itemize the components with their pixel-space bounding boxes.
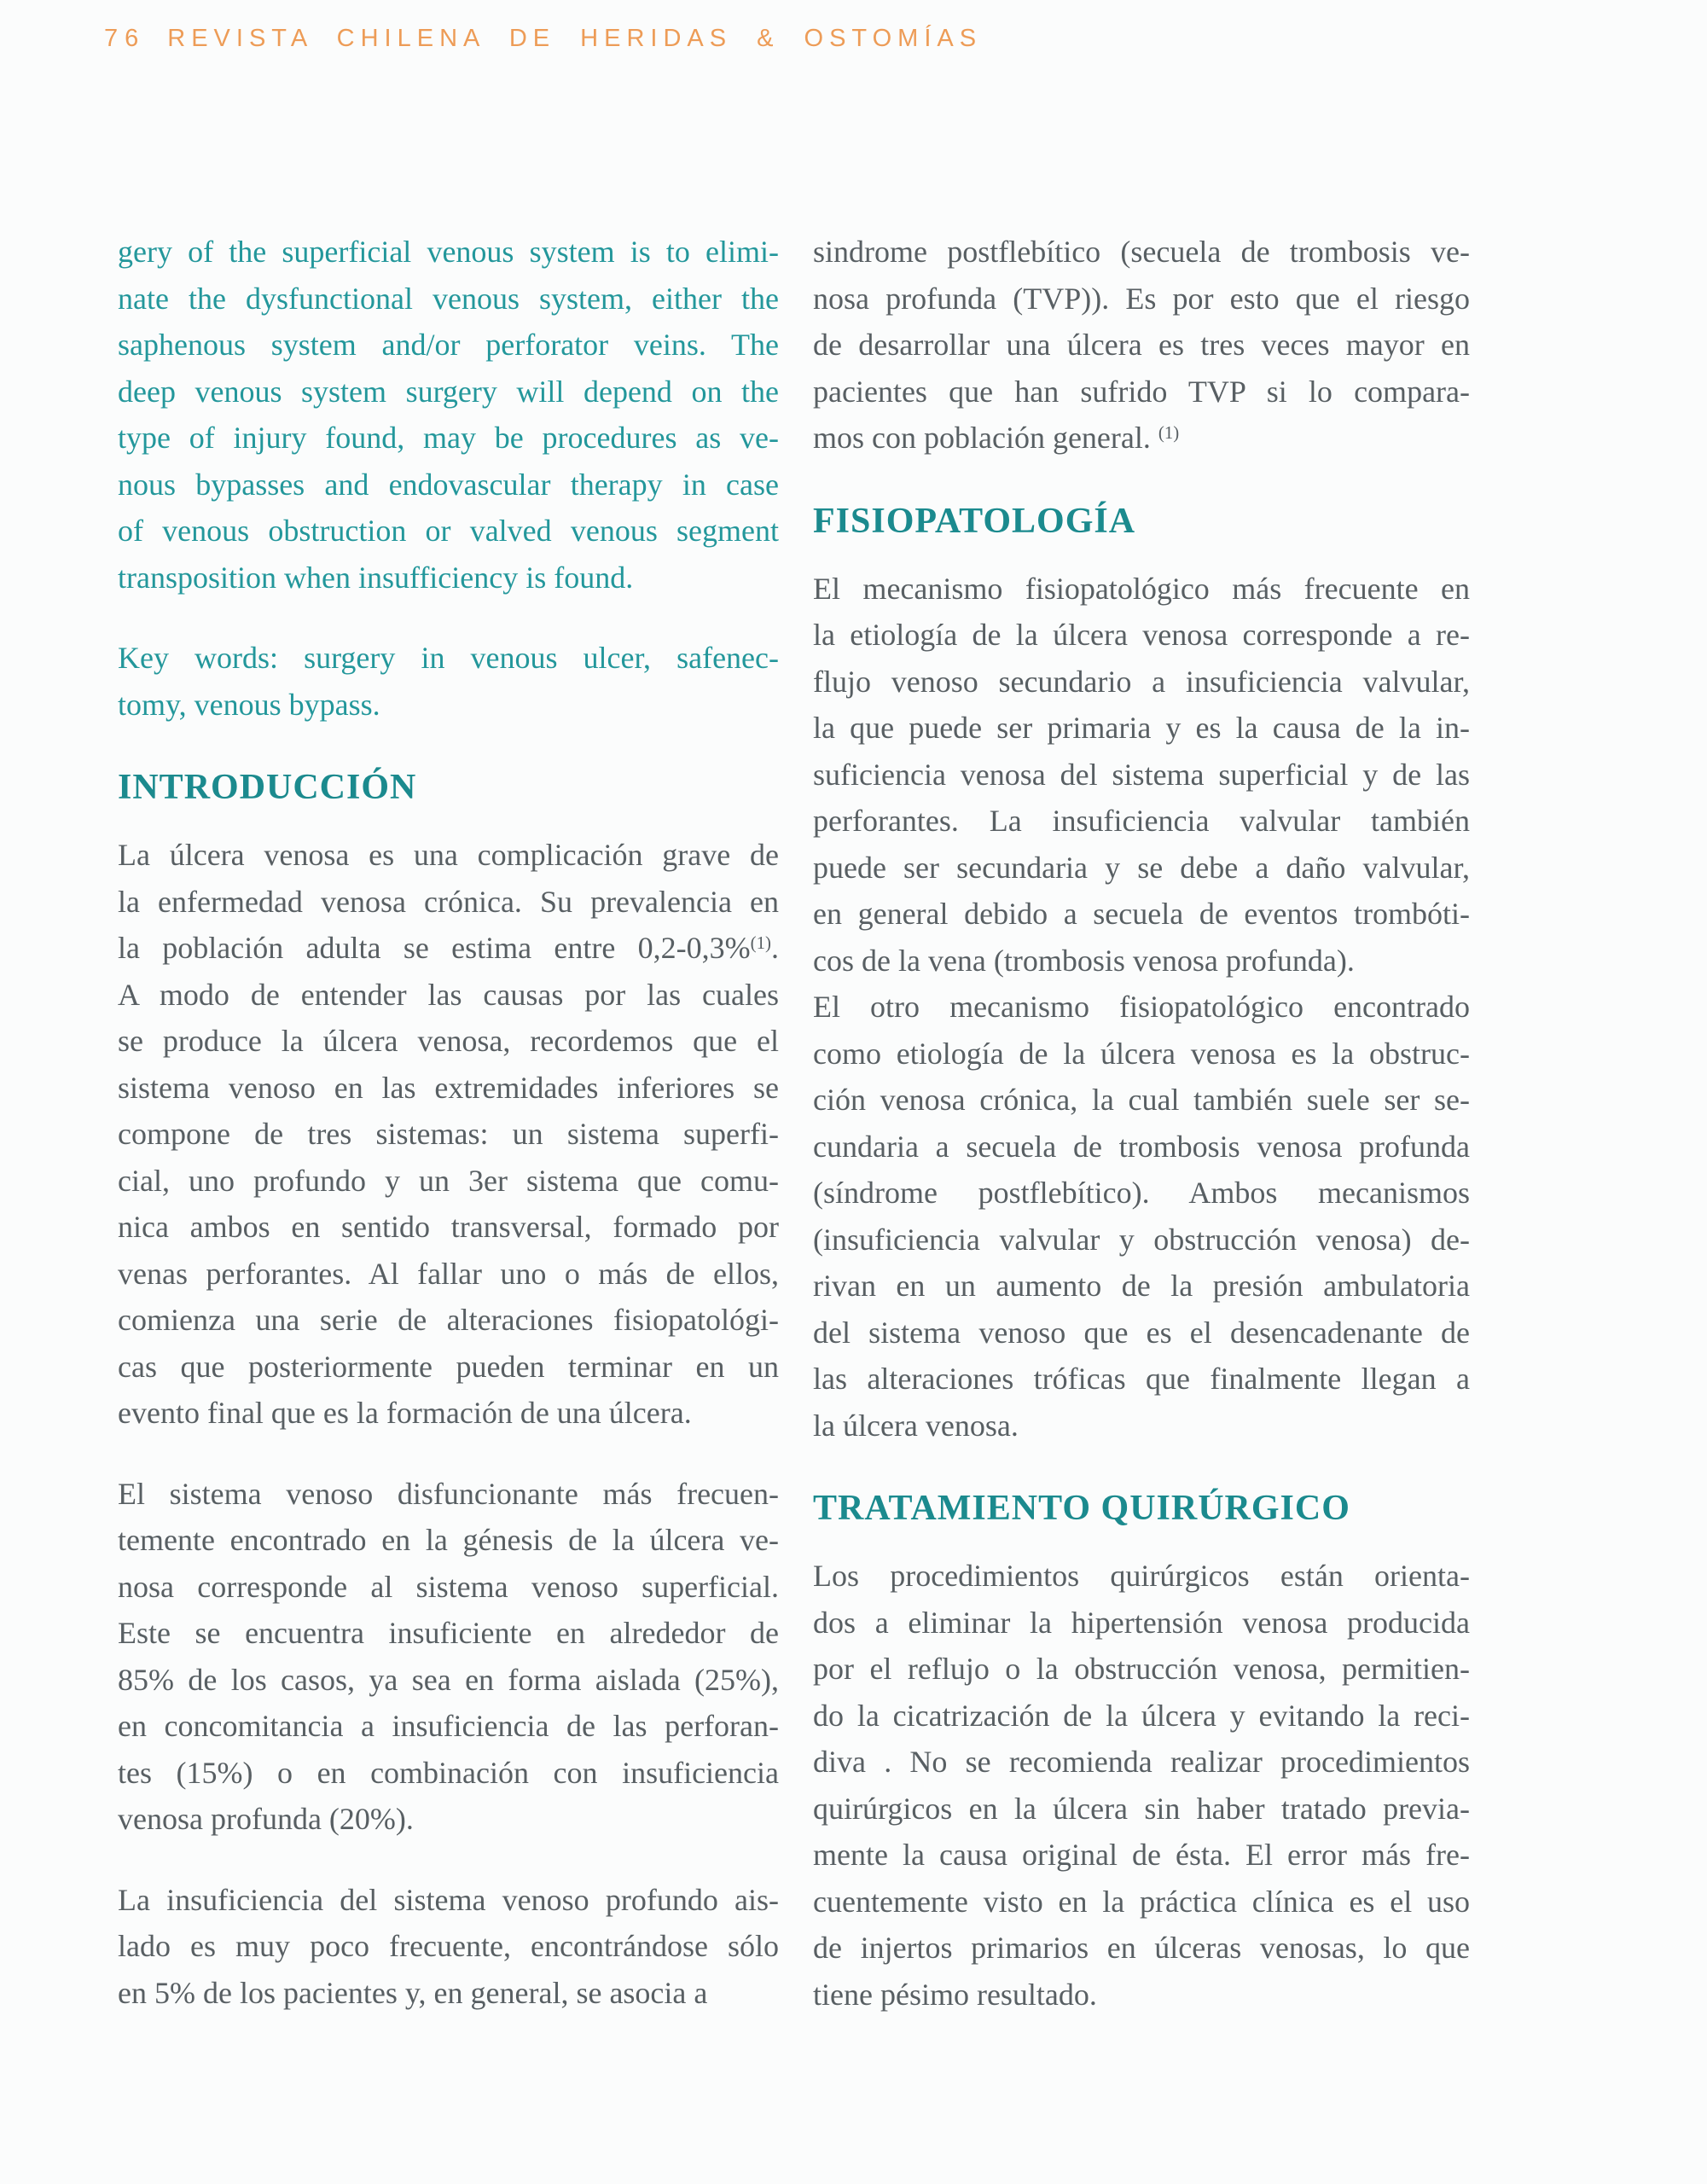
tratamiento-paragraph-1: Los procedimientos quirúrgicos están orienta- dos a eliminar la hipertensión venosa producida por el reflujo o la obstrucción venosa, permitien- do la cicatrización de la úlcera y evitando la reci- diva . No se recomienda realizar procedimientos quirúrgicos en la úlcera sin haber tratado previa- mente la causa original de ésta. El error más fre- cuentemente visto en la práctica clínica es el uso de injertos primarios en úlceras venosas, lo que tiene pésimo resultado. — [813, 1559, 1470, 2012]
page-number: 76 — [104, 25, 146, 52]
introduccion-paragraph-1: La úlcera venosa es una complicación grave de la enfermedad venosa crónica. Su prevalencia en la población adulta se estima entre 0,2-0,3%$^{(1)}$. A modo de entender las causas por las cuales se produce la úlcera venosa, recordemos que el sistema venoso en las extremidades inferiores se compone de tres sistemas: un sistema superfi- cial, uno profundo y un 3er sistema que comu- nica ambos en sentido transversal, formado por venas perforantes. Al fallar uno o más de ellos, comienza una serie de alteraciones fisiopatológi- cas que posteriormente pueden terminar en un evento final que es la formación de una úlcera. — [118, 838, 779, 1430]
postphlebitic-paragraph: sindrome postflebítico (secuela de trombosis ve- nosa profunda (TVP)). Es por esto que el riesgo de desarrollar una úlcera es tres veces mayor en pacientes que han sufrido TVP si lo compara- mos con población general. $^{(1)}$ — [813, 235, 1470, 455]
fisiopatologia-paragraph-2: El otro mecanismo fisiopatológico encontrado como etiología de la úlcera venosa es la obstruc- ción venosa crónica, la cual también suele ser se- cundaria a secuela de trombosis venosa profunda (síndrome postflebítico). Ambos mecanismos (insuficiencia valvular y obstrucción venosa) de- rivan en un aumento de la presión ambulatoria del sistema venoso que es el desencadenante de las alteraciones tróficas que finalmente llegan a la úlcera venosa. — [813, 990, 1470, 1443]
journal-title: REVISTA CHILENA DE HERIDAS & OSTOMÍAS — [167, 25, 983, 52]
right-column — [813, 229, 1470, 2052]
fisiopatologia-paragraph-1: El mecanismo fisiopatológico más frecuente en la etiología de la úlcera venosa corresponde a re- flujo venoso secundario a insuficiencia valvular, la que puede ser primaria y es la causa de la in- suficiencia venosa del sistema superficial y de las perforantes. La insuficiencia valvular también puede ser secundaria y se debe a daño valvular, en general debido a secuela de eventos trombóti- cos de la vena (trombosis venosa profunda). — [813, 571, 1470, 978]
section-heading-tratamiento-quirurgico: TRATAMIENTO QUIRÚRGICO — [813, 1489, 1350, 1528]
introduccion-paragraph-3: La insuficiencia del sistema venoso profundo ais- lado es muy poco frecuente, encontrándose sólo en 5% de los pacientes y, en general, se asocia a — [118, 1882, 779, 2010]
keywords-paragraph: Key words: surgery in venous ulcer, safenec- tomy, venous bypass. — [118, 641, 779, 722]
left-column — [118, 229, 779, 2050]
introduccion-paragraph-2: El sistema venoso disfuncionante más frecuen- temente encontrado en la génesis de la úlcera ve- nosa corresponde al sistema venoso superficial. Este se encuentra insuficiente en alrededor de 85% de los casos, ya sea en forma aislada (25%), en concomitancia a insuficiencia de las perforan- tes (15%) o en combinación con insuficiencia venosa profunda (20%). — [118, 1476, 779, 1836]
page-header — [104, 24, 982, 53]
section-heading-introduccion: INTRODUCCIÓN — [118, 768, 417, 807]
section-heading-fisiopatologia: FISIOPATOLOGÍA — [813, 501, 1136, 541]
abstract-english-paragraph: gery of the superficial venous system is to elimi- nate the dysfunctional venous system, either the saphenous system and/or perforator veins. The deep venous system surgery will depend on the type of injury found, may be procedures as ve- nous bypasses and endovascular therapy in case of venous obstruction or valved venous segment transposition when insufficiency is found. — [118, 235, 779, 595]
